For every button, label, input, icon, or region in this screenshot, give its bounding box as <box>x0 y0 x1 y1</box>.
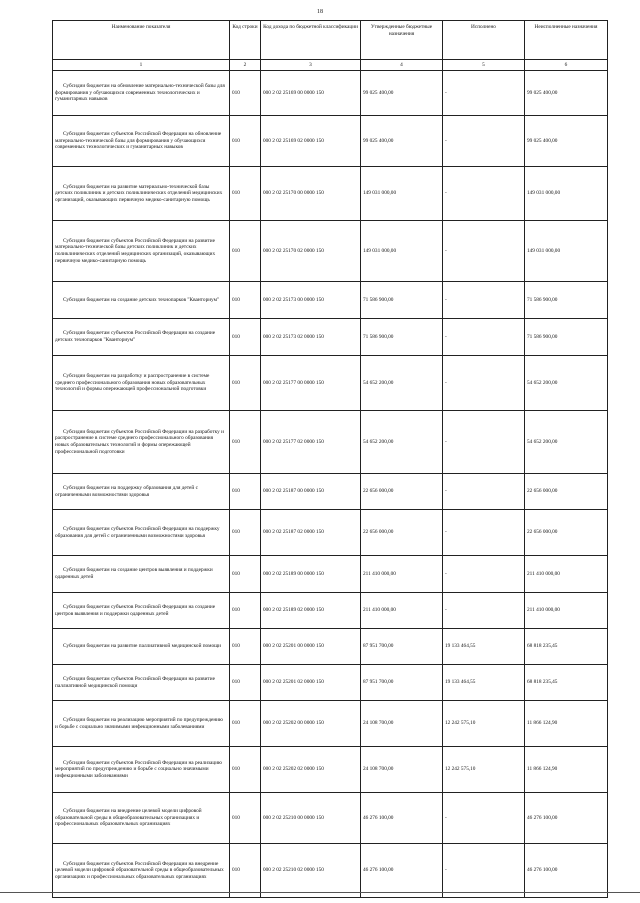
table-row <box>53 793 608 844</box>
indicator-name-cell <box>53 593 230 629</box>
header-row <box>53 21 608 60</box>
unexecuted-amount-cell: 211 410 000,00 <box>525 556 608 593</box>
line-code-cell: 010 <box>230 701 261 747</box>
indicator-name-text: Субсидии бюджетам субъектов Российской Федерации на обновление материально-технической базы для формирования у обучающихся современных технологических и гуманитарных навыков <box>55 131 222 151</box>
table-row <box>53 665 608 701</box>
header-executed: Исполнено <box>443 21 525 60</box>
table-row <box>53 411 608 474</box>
approved-amount-cell: 46 276 100,00 <box>361 844 443 898</box>
table-row <box>53 221 608 282</box>
income-code-cell: 000 2 02 25189 00 0000 150 <box>261 556 361 593</box>
indicator-name-cell <box>53 556 230 593</box>
line-code-cell: 010 <box>230 319 261 356</box>
table-row <box>53 167 608 221</box>
indicator-name-text: Субсидии бюджетам на обновление материально-технической базы для формирования у обучающихся современных технологических и гуманитарных навыков <box>55 83 225 103</box>
income-code-cell: 000 2 02 25177 00 0000 150 <box>261 356 361 411</box>
indicator-name-cell <box>53 629 230 665</box>
executed-amount-cell: - <box>443 411 525 474</box>
header-unexecuted: Неисполненные назначения <box>525 21 608 60</box>
income-code-cell: 000 2 02 25169 02 0000 150 <box>261 116 361 167</box>
executed-amount-cell: - <box>443 844 525 898</box>
income-code-cell: 000 2 02 25189 02 0000 150 <box>261 593 361 629</box>
indicator-name-text: Субсидии бюджетам на развитие паллиативной медицинской помощи <box>63 643 222 650</box>
unexecuted-amount-cell: 46 276 100,00 <box>525 844 608 898</box>
indicator-name-text: Субсидии бюджетам субъектов Российской Федерации на развитие паллиативной медицинской помощи <box>55 675 215 689</box>
indicator-name-text: Субсидии бюджетам субъектов Российской Федерации на поддержку образования для детей с ограниченными возможностями здоровья <box>55 525 220 539</box>
approved-amount-cell: 149 031 000,00 <box>361 221 443 282</box>
line-code-cell: 010 <box>230 844 261 898</box>
executed-amount-cell: - <box>443 116 525 167</box>
income-code-cell: 000 2 02 25173 00 0000 150 <box>261 282 361 319</box>
indicator-name-text: Субсидии бюджетам на реализацию мероприятий по предупреждению и борьбе с социально значимыми инфекционными заболеваниями <box>55 716 223 730</box>
executed-amount-cell: - <box>443 593 525 629</box>
header-indicator-name: Наименование показателя <box>53 21 230 60</box>
indicator-name-text: Субсидии бюджетам субъектов Российской Федерации на разработку и распространение в системе среднего профессионального образования новых образовательных технологий и формы опережающей профессиональной подготовки <box>55 428 224 455</box>
approved-amount-cell: 54 652 200,00 <box>361 356 443 411</box>
unexecuted-amount-cell: 71 586 900,00 <box>525 282 608 319</box>
executed-amount-cell: - <box>443 167 525 221</box>
indicator-name-text: Субсидии бюджетам на разработку и распространение в системе среднего профессионального образования новых образовательных технологий и формы опережающей профессиональной подготовки <box>55 373 210 393</box>
executed-amount-cell: - <box>443 793 525 844</box>
unexecuted-amount-cell: 54 652 200,00 <box>525 411 608 474</box>
approved-amount-cell: 22 656 000,00 <box>361 474 443 510</box>
line-code-cell: 010 <box>230 510 261 556</box>
budget-execution-table <box>52 20 608 898</box>
indicator-name-text: Субсидии бюджетам на создание детских технопарков "Кванториум" <box>63 296 220 303</box>
indicator-name-text: Субсидии бюджетам субъектов Российской Федерации на создание детских технопарков "Кванториум" <box>55 330 216 343</box>
approved-amount-cell: 211 410 000,00 <box>361 556 443 593</box>
table-row <box>53 747 608 793</box>
indicator-name-cell <box>53 844 230 898</box>
line-code-cell: 010 <box>230 167 261 221</box>
column-number: 4 <box>361 60 443 71</box>
indicator-name-text: Субсидии бюджетам на развитие материально-технической базы детских поликлиник и детских поликлинических отделений медицинских организаций, оказывающих первичную медико-санитарную помощь <box>55 183 223 203</box>
page-number: 18 <box>317 9 323 15</box>
table-row <box>53 71 608 116</box>
bottom-rule <box>0 892 640 893</box>
indicator-name-cell <box>53 701 230 747</box>
indicator-name-cell <box>53 793 230 844</box>
line-code-cell: 010 <box>230 282 261 319</box>
column-number: 2 <box>230 60 261 71</box>
income-code-cell: 000 2 02 25169 00 0000 150 <box>261 71 361 116</box>
unexecuted-amount-cell: 68 818 235,45 <box>525 665 608 701</box>
indicator-name-cell <box>53 116 230 167</box>
line-code-cell: 010 <box>230 747 261 793</box>
line-code-cell: 010 <box>230 116 261 167</box>
indicator-name-text: Субсидии бюджетам на внедрение целевой модели цифровой образовательной среды в общеобразовательных организациях и профессиональных образовательных организациях <box>55 808 202 828</box>
table-row <box>53 282 608 319</box>
indicator-name-cell <box>53 71 230 116</box>
approved-amount-cell: 87 951 700,00 <box>361 629 443 665</box>
executed-amount-cell: - <box>443 474 525 510</box>
line-code-cell: 010 <box>230 221 261 282</box>
approved-amount-cell: 24 108 700,00 <box>361 701 443 747</box>
approved-amount-cell: 87 951 700,00 <box>361 665 443 701</box>
header-approved: Утвержденные бюджетные назначения <box>361 21 443 60</box>
executed-amount-cell: - <box>443 356 525 411</box>
income-code-cell: 000 2 02 25170 02 0000 150 <box>261 221 361 282</box>
executed-amount-cell: - <box>443 282 525 319</box>
unexecuted-amount-cell: 99 025 400,00 <box>525 116 608 167</box>
indicator-name-cell <box>53 167 230 221</box>
indicator-name-cell <box>53 747 230 793</box>
table-row <box>53 319 608 356</box>
column-number: 1 <box>53 60 230 71</box>
unexecuted-amount-cell: 71 586 900,00 <box>525 319 608 356</box>
header-line-code: Код строки <box>230 21 261 60</box>
table-row <box>53 701 608 747</box>
table-row <box>53 556 608 593</box>
table-row <box>53 356 608 411</box>
column-number-row <box>53 60 608 71</box>
line-code-cell: 010 <box>230 556 261 593</box>
line-code-cell: 010 <box>230 71 261 116</box>
unexecuted-amount-cell: 11 866 124,90 <box>525 701 608 747</box>
executed-amount-cell: 12 242 575,10 <box>443 701 525 747</box>
line-code-cell: 010 <box>230 593 261 629</box>
table-body <box>53 71 608 898</box>
income-code-cell: 000 2 02 25202 00 0000 150 <box>261 701 361 747</box>
approved-amount-cell: 71 586 900,00 <box>361 282 443 319</box>
income-code-cell: 000 2 02 25177 02 0000 150 <box>261 411 361 474</box>
header-income-code: Код дохода по бюджетной классификации <box>261 21 361 60</box>
income-code-cell: 000 2 02 25201 00 0000 150 <box>261 629 361 665</box>
executed-amount-cell: - <box>443 71 525 116</box>
unexecuted-amount-cell: 46 276 100,00 <box>525 793 608 844</box>
indicator-name-text: Субсидии бюджетам субъектов Российской Федерации на развитие материально-технической базы детских поликлиник и детских поликлинических отделений медицинских организаций, оказывающих первичную медико-санитарную помощь <box>55 237 216 264</box>
indicator-name-cell <box>53 221 230 282</box>
indicator-name-cell <box>53 665 230 701</box>
approved-amount-cell: 54 652 200,00 <box>361 411 443 474</box>
approved-amount-cell: 46 276 100,00 <box>361 793 443 844</box>
indicator-name-text: Субсидии бюджетам субъектов Российской Федерации на реализацию мероприятий по предупреждению и борьбе с социально значимыми инфекционными заболеваниями <box>55 759 222 779</box>
table-row <box>53 116 608 167</box>
income-code-cell: 000 2 02 25173 02 0000 150 <box>261 319 361 356</box>
indicator-name-text: Субсидии бюджетам на создание центров выявления и поддержки одаренных детей <box>55 567 213 580</box>
indicator-name-cell <box>53 356 230 411</box>
approved-amount-cell: 99 025 400,00 <box>361 71 443 116</box>
executed-amount-cell: - <box>443 221 525 282</box>
executed-amount-cell: - <box>443 556 525 593</box>
table-row <box>53 510 608 556</box>
approved-amount-cell: 99 025 400,00 <box>361 116 443 167</box>
column-number: 3 <box>261 60 361 71</box>
income-code-cell: 000 2 02 25202 02 0000 150 <box>261 747 361 793</box>
indicator-name-cell <box>53 411 230 474</box>
indicator-name-text: Субсидии бюджетам субъектов Российской Федерации на внедрение целевой модели цифровой образовательной среды в общеобразовательных организациях и профессиональных образовательных организациях <box>55 860 224 880</box>
table-row <box>53 593 608 629</box>
indicator-name-text: Субсидии бюджетам на поддержку образования для детей с ограниченными возможностями здоровья <box>55 484 198 498</box>
approved-amount-cell: 71 586 900,00 <box>361 319 443 356</box>
unexecuted-amount-cell: 22 656 000,00 <box>525 510 608 556</box>
indicator-name-cell <box>53 319 230 356</box>
table-row <box>53 629 608 665</box>
line-code-cell: 010 <box>230 665 261 701</box>
income-code-cell: 000 2 02 25210 00 0000 150 <box>261 793 361 844</box>
executed-amount-cell: 19 133 464,55 <box>443 665 525 701</box>
table-row <box>53 844 608 898</box>
executed-amount-cell: 12 242 575,10 <box>443 747 525 793</box>
unexecuted-amount-cell: 11 866 124,90 <box>525 747 608 793</box>
unexecuted-amount-cell: 54 652 200,00 <box>525 356 608 411</box>
approved-amount-cell: 24 108 700,00 <box>361 747 443 793</box>
income-code-cell: 000 2 02 25210 02 0000 150 <box>261 844 361 898</box>
unexecuted-amount-cell: 99 025 400,00 <box>525 71 608 116</box>
income-code-cell: 000 2 02 25187 00 0000 150 <box>261 474 361 510</box>
executed-amount-cell: - <box>443 510 525 556</box>
executed-amount-cell: 19 133 464,55 <box>443 629 525 665</box>
indicator-name-text: Субсидии бюджетам субъектов Российской Федерации на создание центров выявления и поддержки одаренных детей <box>55 603 216 617</box>
unexecuted-amount-cell: 22 656 000,00 <box>525 474 608 510</box>
indicator-name-cell <box>53 282 230 319</box>
line-code-cell: 010 <box>230 629 261 665</box>
indicator-name-cell <box>53 474 230 510</box>
column-number: 5 <box>443 60 525 71</box>
line-code-cell: 010 <box>230 411 261 474</box>
line-code-cell: 010 <box>230 356 261 411</box>
column-number: 6 <box>525 60 608 71</box>
approved-amount-cell: 149 031 000,00 <box>361 167 443 221</box>
approved-amount-cell: 211 410 000,00 <box>361 593 443 629</box>
income-code-cell: 000 2 02 25187 02 0000 150 <box>261 510 361 556</box>
unexecuted-amount-cell: 149 031 000,00 <box>525 167 608 221</box>
unexecuted-amount-cell: 68 818 235,45 <box>525 629 608 665</box>
indicator-name-cell <box>53 510 230 556</box>
unexecuted-amount-cell: 211 410 000,00 <box>525 593 608 629</box>
income-code-cell: 000 2 02 25201 02 0000 150 <box>261 665 361 701</box>
table-row <box>53 474 608 510</box>
line-code-cell: 010 <box>230 474 261 510</box>
unexecuted-amount-cell: 149 031 000,00 <box>525 221 608 282</box>
approved-amount-cell: 22 656 000,00 <box>361 510 443 556</box>
income-code-cell: 000 2 02 25170 00 0000 150 <box>261 167 361 221</box>
executed-amount-cell: - <box>443 319 525 356</box>
line-code-cell: 010 <box>230 793 261 844</box>
